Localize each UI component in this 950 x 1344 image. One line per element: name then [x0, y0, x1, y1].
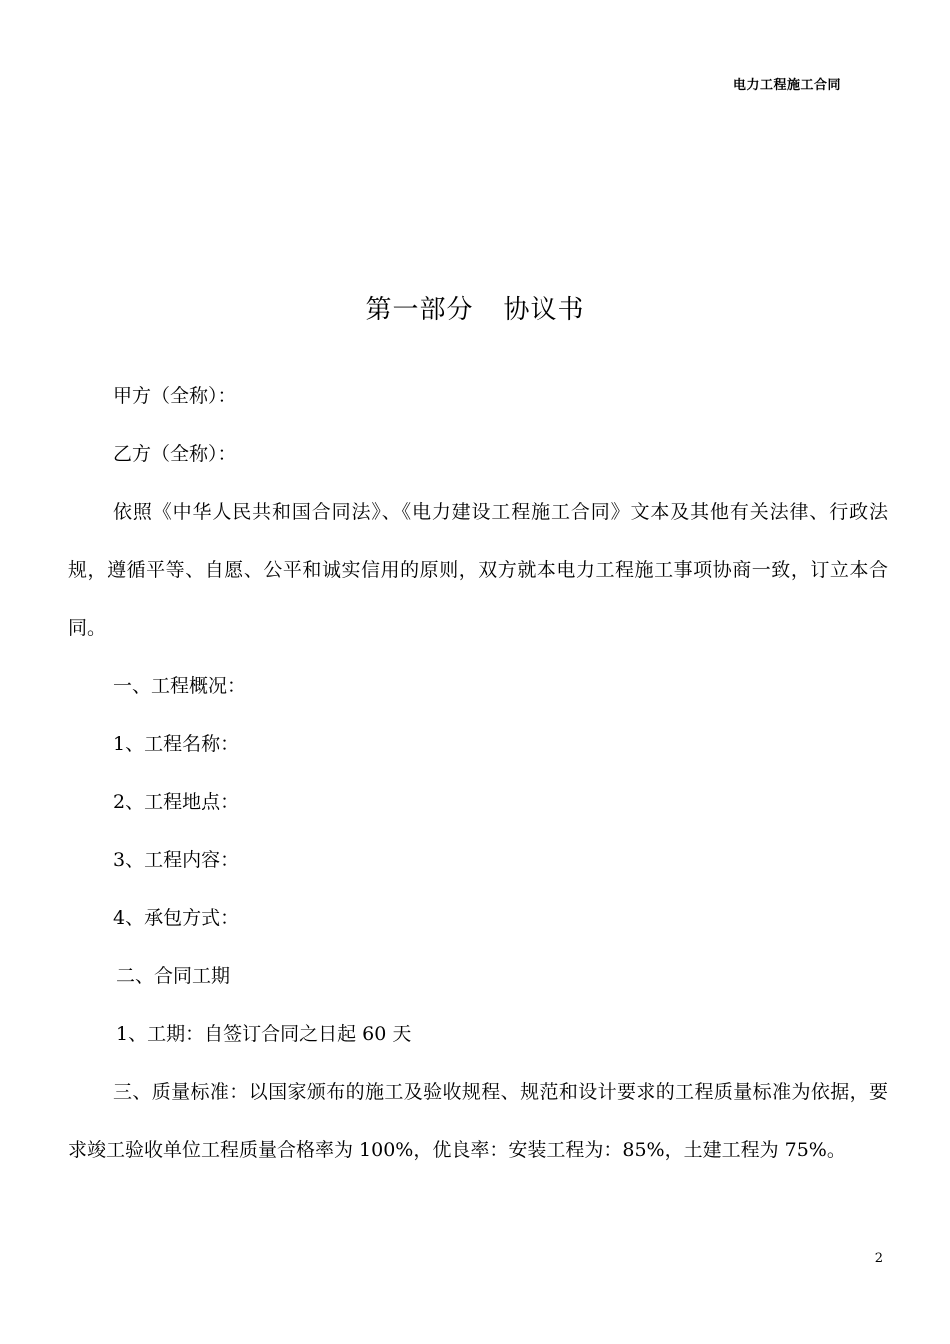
construction-period-line: 1、工期：自签订合同之日起 60 天 [116, 1023, 412, 1045]
quality-standard-paragraph: 三、质量标准：以国家颁布的施工及验收规程、规范和设计要求的工程质量标准为依据，要求竣工验收单位工程质量合格率为 100%，优良率：安装工程为：85%，土建工程为 75%。 [68, 1081, 888, 1161]
page-number: 2 [874, 1251, 883, 1266]
section-1-heading: 一、工程概况： [113, 675, 247, 697]
project-location-line: 2、工程地点： [113, 791, 240, 813]
contract-mode-line: 4、承包方式： [113, 907, 240, 929]
title-part: 第一部分 [365, 295, 474, 325]
section-2-heading: 二、合同工期 [116, 965, 231, 987]
party-a-line: 甲方（全称）： [113, 385, 237, 407]
contract-body [68, 367, 888, 1179]
project-content-line: 3、工程内容： [113, 849, 240, 871]
party-b-line: 乙方（全称）： [113, 443, 237, 465]
running-header: 电力工程施工合同 [732, 78, 841, 93]
page-title [0, 289, 950, 326]
title-name: 协议书 [503, 295, 585, 325]
project-name-line: 1、工程名称： [113, 733, 240, 755]
intro-paragraph: 依照《中华人民共和国合同法》、《电力建设工程施工合同》文本及其他有关法律、行政法规，遵循平等、自愿、公平和诚实信用的原则，双方就本电力工程施工事项协商一致，订立本合同。 [68, 501, 888, 639]
